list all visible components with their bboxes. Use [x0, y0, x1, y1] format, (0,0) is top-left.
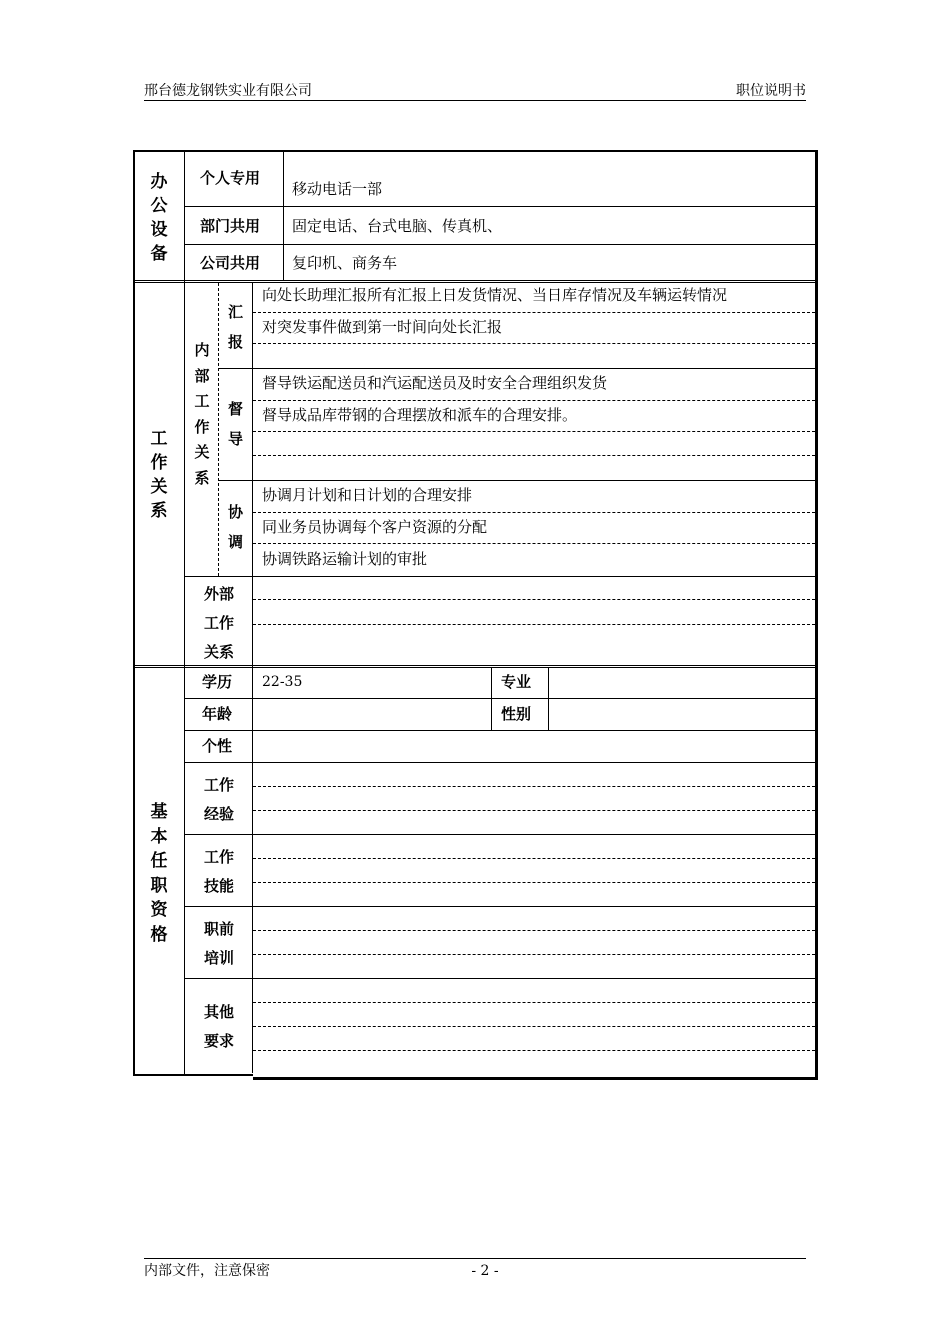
coordinate-rule-1: [253, 512, 815, 513]
supervise-rule-3: [253, 455, 815, 456]
gender-label: 性别: [501, 705, 532, 723]
other-rule-1: [253, 1002, 815, 1003]
major-label-left-divider: [491, 668, 492, 730]
work-relations-title: 工 作 关 系: [150, 429, 168, 521]
other-requirements-label: 其他 要求: [203, 1003, 234, 1050]
title-column-divider: [184, 150, 185, 1075]
other-rule-2: [253, 1026, 815, 1027]
education-bottom-line: [185, 698, 816, 699]
external-rule-2: [253, 624, 815, 625]
office-company-value: 复印机、商务车: [292, 254, 398, 272]
other-rule-3: [253, 1050, 815, 1051]
report-line-2: 对突发事件做到第一时间向处长汇报: [262, 318, 503, 336]
coordinate-line-2: 同业务员协调每个客户资源的分配: [262, 518, 488, 536]
report-line-1: 向处长助理汇报所有汇报上日发货情况、当日库存情况及车辆运转情况: [262, 286, 728, 304]
supervise-rule-1: [253, 400, 815, 401]
header-rule: [144, 100, 806, 101]
experience-label: 工作 经验: [203, 776, 234, 823]
education-value: 22-35: [262, 674, 303, 690]
supervise-bottom-line: [219, 480, 816, 481]
experience-bottom-line: [185, 834, 816, 835]
report-rule-1: [253, 312, 815, 313]
age-bottom-line: [185, 730, 816, 731]
footer-page-number: - 2 -: [471, 1263, 499, 1279]
coordinate-line-3: 协调铁路运输计划的审批: [262, 550, 428, 568]
footer-confidential: 内部文件，注意保密: [144, 1263, 270, 1279]
table-bottom-border-left: [133, 1074, 253, 1076]
office-section-title: 办 公 设 备: [150, 172, 168, 264]
internal-bottom-line: [185, 576, 816, 577]
experience-rule-2: [253, 810, 815, 811]
personality-bottom-line: [185, 762, 816, 763]
major-label-right-divider: [548, 668, 549, 730]
office-personal-value: 移动电话一部: [292, 180, 383, 198]
major-label: 专业: [501, 673, 532, 691]
external-rule-1: [253, 599, 815, 600]
supervise-label: 督 导: [227, 400, 243, 448]
office-row-line-2: [185, 244, 816, 245]
coordinate-label: 协 调: [227, 503, 243, 551]
experience-rule-1: [253, 786, 815, 787]
supervise-line-1: 督导铁运配送员和汽运配送员及时安全合理组织发货: [262, 374, 608, 392]
table-top-border: [133, 150, 817, 152]
training-rule-1: [253, 930, 815, 931]
skills-rule-1: [253, 858, 815, 859]
office-personal-label: 个人专用: [200, 169, 261, 187]
office-company-label: 公司共用: [200, 254, 261, 272]
supervise-rule-2: [253, 431, 815, 432]
training-rule-2: [253, 954, 815, 955]
skills-bottom-line: [185, 906, 816, 907]
header-company: 邢台德龙钢铁实业有限公司: [144, 83, 312, 99]
external-relations-label: 外部 工作 关系: [203, 585, 234, 661]
training-bottom-line: [185, 978, 816, 979]
office-department-label: 部门共用: [200, 217, 261, 235]
coordinate-line-1: 协调月计划和日计划的合理安排: [262, 486, 473, 504]
personality-label: 个性: [202, 737, 233, 755]
section-divider-1: [133, 280, 817, 283]
header-doc-type: 职位说明书: [736, 83, 806, 99]
office-label-divider: [283, 152, 284, 280]
skills-label: 工作 技能: [203, 848, 234, 895]
report-rule-2: [253, 343, 815, 344]
report-bottom-line: [219, 368, 816, 369]
skills-rule-2: [253, 882, 815, 883]
internal-relations-label: 内 部 工 作 关 系: [194, 341, 210, 487]
report-label: 汇 报: [227, 303, 243, 351]
table-right-border: [815, 150, 818, 1080]
footer-rule: [144, 1258, 806, 1259]
office-department-value: 固定电话、台式电脑、传真机、: [292, 217, 503, 235]
coordinate-rule-2: [253, 543, 815, 544]
office-row-line-1: [185, 206, 816, 207]
supervise-line-2: 督导成品库带钢的合理摆放和派车的合理安排。: [262, 406, 578, 424]
age-label: 年龄: [202, 705, 233, 723]
qualifications-title: 基 本 任 职 资 格: [150, 802, 168, 945]
table-bottom-border-right: [253, 1077, 818, 1080]
training-label: 职前 培训: [203, 920, 234, 967]
education-label: 学历: [202, 673, 233, 691]
